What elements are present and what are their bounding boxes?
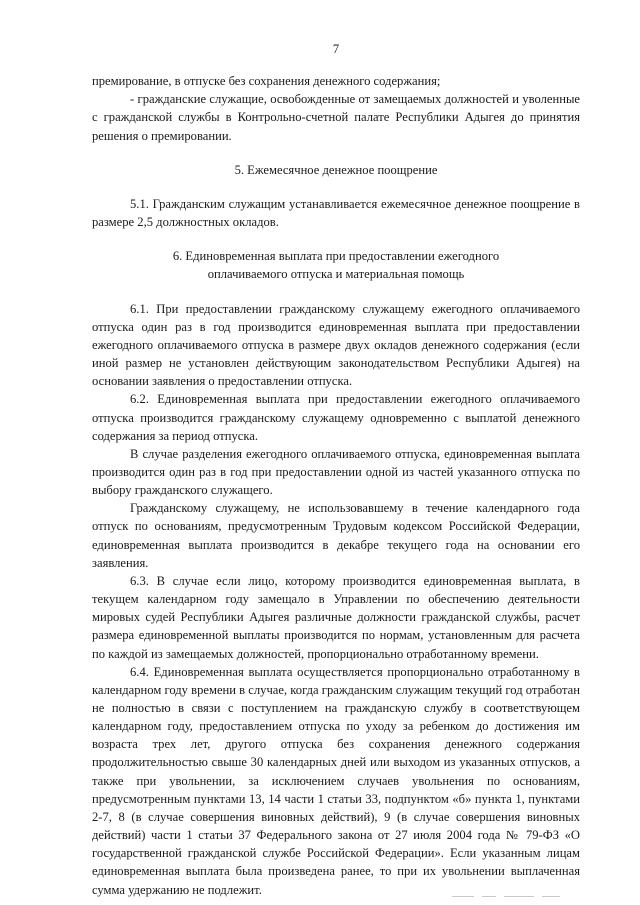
paragraph: 6.2. Единовременная выплата при предоставлении ежегодного оплачиваемого отпуска производится гражданскому служащему одновременно с выплатой денежного содержания за период отпуска. — [92, 392, 580, 443]
section-heading: 6. Единовременная выплата при предоставлении ежегодного — [172, 249, 500, 264]
paragraph: 6.3. В случае если лицо, которому производится единовременная выплата, в текущем календарном году замещало в Управлении по обеспечению деятельности мировых судей Республики Адыгея различные должности гражданской службы, расчет размера единовременной выплаты производится по нормам, установленным для расчета по каждой из замещаемых должностей, пропорционально отработанному времени. — [92, 573, 580, 661]
paragraph: - гражданские служащие, освобожденные от замещаемых должностей и уволенные с гражданской службы в Контрольно-счетной палате Республики Адыгея до принятия решения о премировании. — [92, 92, 580, 143]
paragraph: 5.1. Гражданским служащим устанавливается ежемесячное денежное поощрение в размере 2,5 должностных окладов. — [92, 196, 580, 230]
paragraph: Гражданскому служащему, не использовавшему в течение календарного года отпуск по основаниям, предусмотренным Трудовым кодексом Российской Федерации, единовременная выплата производится в декабре текущего года на основании его заявления. — [92, 501, 580, 570]
spacer — [92, 284, 580, 300]
paragraph: 6.4. Единовременная выплата осуществляется пропорционально отработанному в календарном году времени в случае, когда гражданским служащим текущий год отработан не полностью в связи с поступлением на гражданскую службу в соответствующем календарном году, предоставлением отпуска по уходу за ребенком до достижения им возраста трех лет, другого отпуска без сохранения денежного содержания продолжительностью свыше 30 календарных дней или выходом из указанных отпусков, а также при увольнении, за исключением случаев увольнения по основаниям, предусмотренным пунктами 13, 14 части 1 статьи 33, подпунктом «б» пункта 1, пунктами 2-7, 8 (в случае совершения виновных действий), 9 (в случае совершения виновных действий) части 1 статьи 37 Федерального закона от 27 июля 2004 года № 79-ФЗ «О государственной гражданской службе Российской Федерации». Если указанным лицам единовременная выплата была произведена ранее, то при их увольнении выплаченная сумма удержанию не подлежит. — [92, 664, 580, 897]
spacer — [92, 145, 580, 161]
paragraph: В случае разделения ежегодного оплачиваемого отпуска, единовременная выплата производится один раз в год при предоставлении одной из частей указанного отпуска по выбору гражданского служащего. — [92, 446, 580, 498]
page-number: 7 — [332, 42, 340, 56]
paragraph: премирование, в отпуске без сохранения денежного содержания; — [92, 74, 441, 89]
footer-scan-artifact — [452, 896, 592, 900]
document-body — [92, 72, 580, 899]
section-heading: 5. Ежемесячное денежное поощрение — [234, 162, 438, 177]
section-heading: оплачиваемого отпуска и материальная помощь — [207, 267, 465, 282]
spacer — [92, 179, 580, 195]
paragraph: 6.1. При предоставлении гражданскому служащему ежегодного оплачиваемого отпуска один раз в год производится единовременная выплата при предоставлении ежегодного оплачиваемого отпуска в размере двух окладов денежного содержания (если иной размер не установлен действующим законодательством Республики Адыгея) на основании заявления о предоставлении отпуска. — [92, 301, 580, 389]
spacer — [92, 231, 580, 247]
document-page — [92, 40, 580, 899]
